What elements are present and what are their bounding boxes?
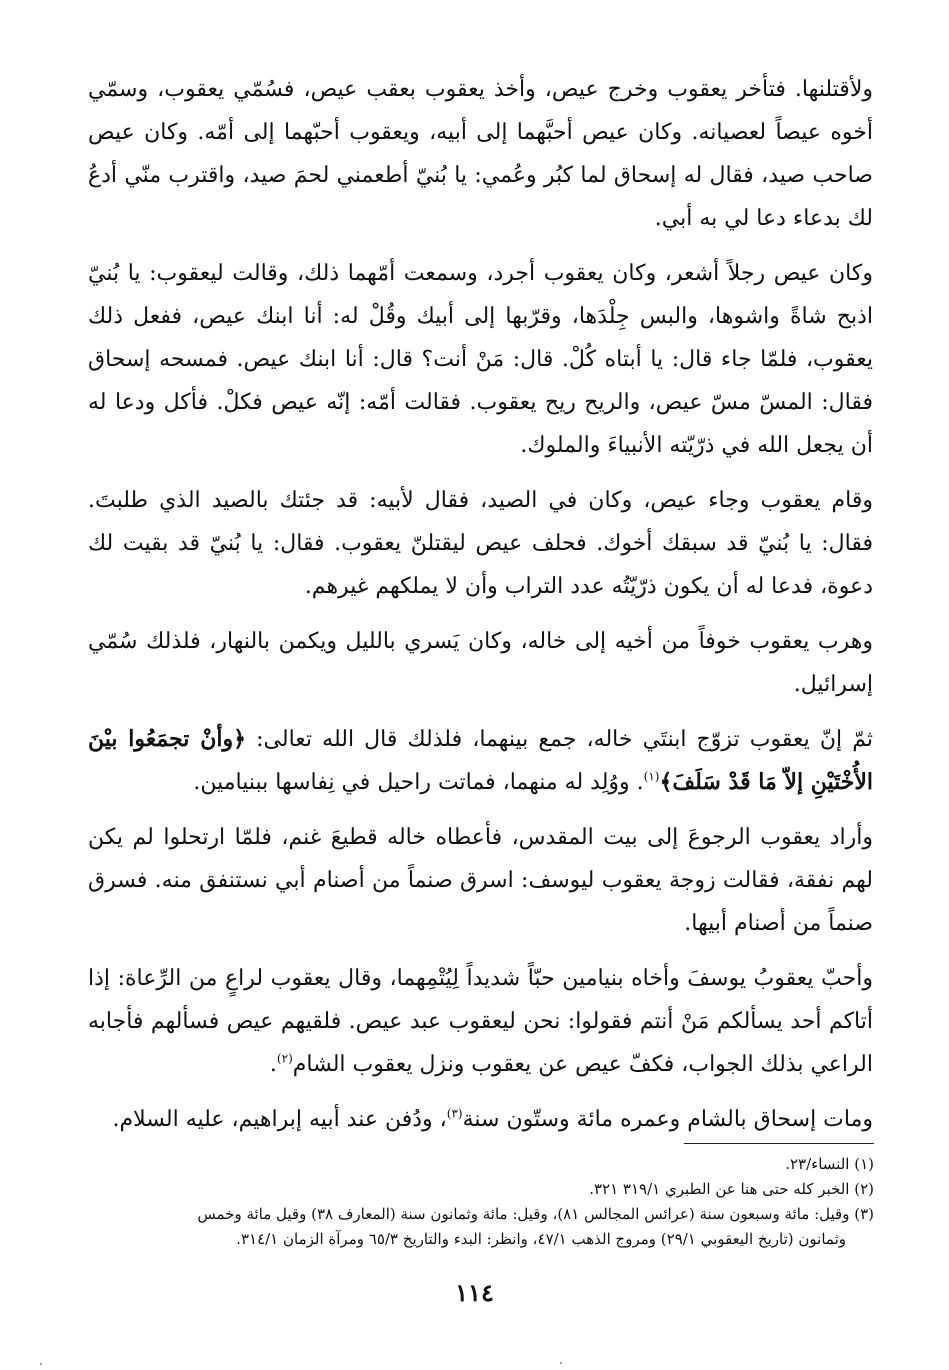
paragraph-6: وأراد يعقوب الرجوعَ إلى بيت المقدس، فأعطاه خاله قطيعَ غنم، فلمّا ارتحلوا لم يكن لهم نفقة، فقالت زوجة يعقوب ليوسف: اسرق صنماً من أصنام أبي نستنفق منه. فسرق صنماً من أصنام أبيها.: [88, 825, 873, 936]
footnote-2: (٢) الخبر كله حتى هنا عن الطبري ٣١٩/١ ٣٢١.: [589, 1180, 874, 1198]
paragraph-3: وقام يعقوب وجاء عيص، وكان في الصيد، فقال لأبيه: قد جئتك بالصيد الذي طلبتَ. فقال: يا بُنيّ قد سبقك أخوك. فحلف عيص ليقتلنّ يعقوب. فقال: يا بُنيّ قد بقيت لك دعوة، فدعا له أن يكون ذرّيّتُه عدد التراب وأن لا يملكهم غيرهم.: [88, 488, 873, 599]
paragraph-1: ولأقتلنها. فتأخر يعقوب وخرج عيص، وأخذ يعقوب بعقب عيص، فسُمّي يعقوب، وسمّي أخوه عيصاً لعصيانه. وكان عيص أحبَّهما إلى أبيه، ويعقوب أحبّهما إلى أمّه. وكان عيص صاحب صيد، فقال له إسحاق لما كبُر وعُمي: يا بُنيّ أطعمني لحمَ صيد، واقترب منّي أدعُ لك بدعاء دعا لي به أبي.: [88, 77, 873, 231]
paragraph-7: [88, 957, 873, 1086]
footnote-ref-1: (١): [643, 769, 660, 784]
page-number: ١١٤: [455, 1278, 494, 1307]
footnotes-block: [72, 1152, 874, 1252]
main-text-block: [88, 68, 873, 1153]
quran-verse: ﴿وأنْ تجمَعُوا بيْنَ الأُخْتَيْنِ إلاّ مَا قَدْ سَلَفَ﴾: [88, 726, 873, 795]
paragraph-8-after: ، ودُفن عند أبيه إبراهيم، عليه السلام.: [112, 1107, 447, 1132]
footnote-3: (٣) وقيل: مائة وسبعون سنة (عرائس المجالس ٨١)، وقيل: مائة وثمانون سنة (المعارف ٣٨) وقيل مائة وخمس: [197, 1205, 874, 1223]
footnote-1: (١) النساء/٢٣.: [785, 1155, 874, 1173]
paragraph-5-after: . ووُلِد له منهما، فماتت راحيل في نِفاسها ببنيامين.: [193, 770, 644, 795]
paragraph-7-before: وأحبّ يعقوبُ يوسفَ وأخاه بنيامين حبّاً شديداً لِيُتْمِهما، وقال يعقوب لراعٍ من الرِّعاة: إذا أتاكم أحد يسألكم مَنْ أنتم فقولوا: نحن ليعقوب عبد عيص. فلقيهم عيص فسألهم فأجابه الراعي بذلك الجواب، فكفّ عيص عن يعقوب ونزل يعقوب الشام: [88, 966, 873, 1077]
footnote-3-continued: وثمانون (تاريخ اليعقوبي ٢٩/١) ومروج الذهب ٤٧/١، وانظر: البدء والتاريخ ٦٥/٣ ومرآة الزمان ٣١٤/١.: [236, 1230, 846, 1248]
footnote-ref-3: (٣): [446, 1106, 463, 1121]
paragraph-2: وكان عيص رجلاً أشعر، وكان يعقوب أجرد، وسمعت أمّهما ذلك، وقالت ليعقوب: يا بُنيّ اذبح شاةً واشوها، والبس جِلْدَها، وقرّبها إلى أبيك وقُلْ له: أنا ابنك عيص، ففعل ذلك يعقوب، فلمّا جاء قال: يا أبتاه كُلْ. قال: مَنْ أنت؟ قال: أنا ابنك عيص. فمسحه إسحاق فقال: المسّ مسّ عيص، والريح ريح يعقوب. فقالت أمّه: إنّه عيص فكلْ. فأكل ودعا له أن يجعل الله في ذرّيّته الأنبياءَ والملوك.: [88, 261, 873, 458]
paragraph-8: [88, 1098, 873, 1141]
paragraph-8-before: ومات إسحاق بالشام وعمره مائة وستّون سنة: [462, 1107, 873, 1132]
footnotes-divider: [684, 1143, 874, 1144]
paragraph-4: وهرب يعقوب خوفاً من أخيه إلى خاله، وكان يَسري بالليل ويكمن بالنهار، فلذلك سُمّي إسرائيل.: [88, 629, 873, 697]
paragraph-7-after: .: [269, 1052, 277, 1077]
footnote-ref-2: (٢): [276, 1051, 293, 1066]
paragraph-5: [88, 718, 873, 804]
paragraph-5-before: ثمّ إنّ يعقوب تزوّج ابنتَي خاله، جمع بينهما، فلذلك قال الله تعالى:: [246, 727, 873, 752]
scan-speck: [560, 1362, 562, 1364]
scan-speck: [40, 1363, 42, 1365]
